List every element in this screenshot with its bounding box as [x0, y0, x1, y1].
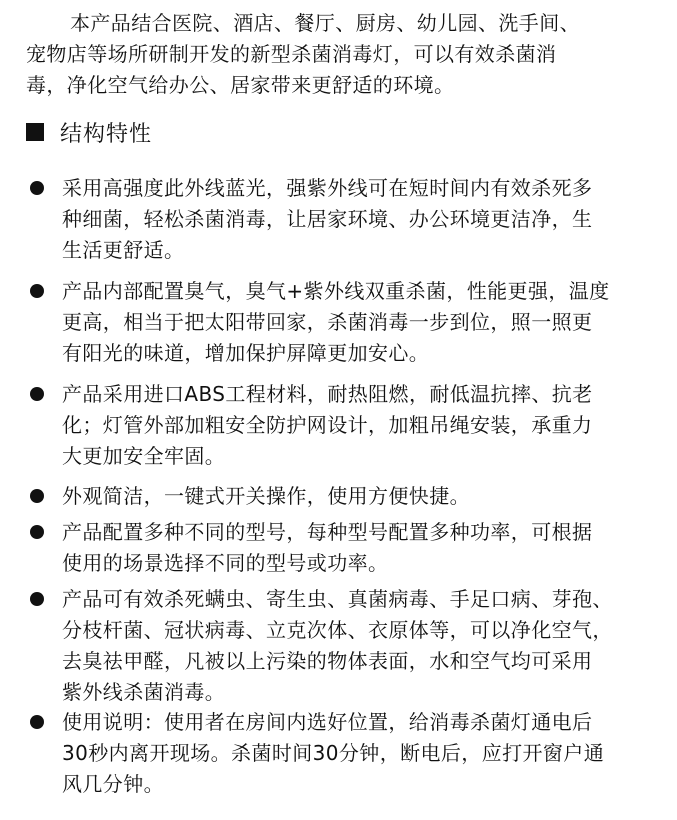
bullet-dot-icon — [30, 387, 44, 401]
bullet-dot-icon — [30, 592, 44, 606]
bullet-dot-icon — [30, 715, 44, 729]
bullet-dot-icon — [30, 181, 44, 195]
bullet-dot-icon — [30, 284, 44, 298]
list-item-text: 产品采用进口ABS工程材料，耐热阻燃，耐低温抗摔、抗老 化；灯管外部加粗安全防护网设计，加粗吊绳安装，承重力 大更加安全牢固。 — [62, 382, 593, 468]
square-bullet-icon — [26, 123, 44, 141]
list-item-text: 产品配置多种不同的型号，每种型号配置多种功率，可根据 使用的场景选择不同的型号或功率。 — [62, 520, 593, 575]
list-item-text: 采用高强度此外线蓝光，强紫外线可在短时间内有效杀死多 种细菌，轻松杀菌消毒，让居家环境、办公环境更洁净，生 生活更舒适。 — [62, 176, 593, 262]
bullet-dot-icon — [30, 489, 44, 503]
section-heading — [26, 117, 152, 147]
list-item-text: 使用说明：使用者在房间内选好位置，给消毒杀菌灯通电后 30秒内离开现场。杀菌时间30分钟，断电后，应打开窗户通 风几分钟。 — [62, 710, 605, 796]
list-item-text: 外观简洁，一键式开关操作，使用方便快捷。 — [62, 484, 470, 508]
list-item-text: 产品内部配置臭气，臭气+紫外线双重杀菌，性能更强，温度 更高，相当于把太阳带回家，杀菌消毒一步到位，照一照更 有阳光的味道，增加保护屏障更加安心。 — [62, 279, 610, 365]
list-item-text: 产品可有效杀死螨虫、寄生虫、真菌病毒、手足口病、芽孢、 分枝杆菌、冠状病毒、立克次体、衣原体等，可以净化空气， 去臭祛甲醛，凡被以上污染的物体表面，水和空气均可采用 紫外线杀菌消毒。 — [62, 587, 613, 704]
section-heading-text: 结构特性 — [60, 121, 153, 147]
bullet-dot-icon — [30, 525, 44, 539]
intro-paragraph: 本产品结合医院、酒店、餐厅、厨房、幼儿园、洗手间、 宠物店等场所研制开发的新型杀菌消毒灯，可以有效杀菌消 毒，净化空气给办公、居家带来更舒适的环境。 — [26, 11, 580, 97]
